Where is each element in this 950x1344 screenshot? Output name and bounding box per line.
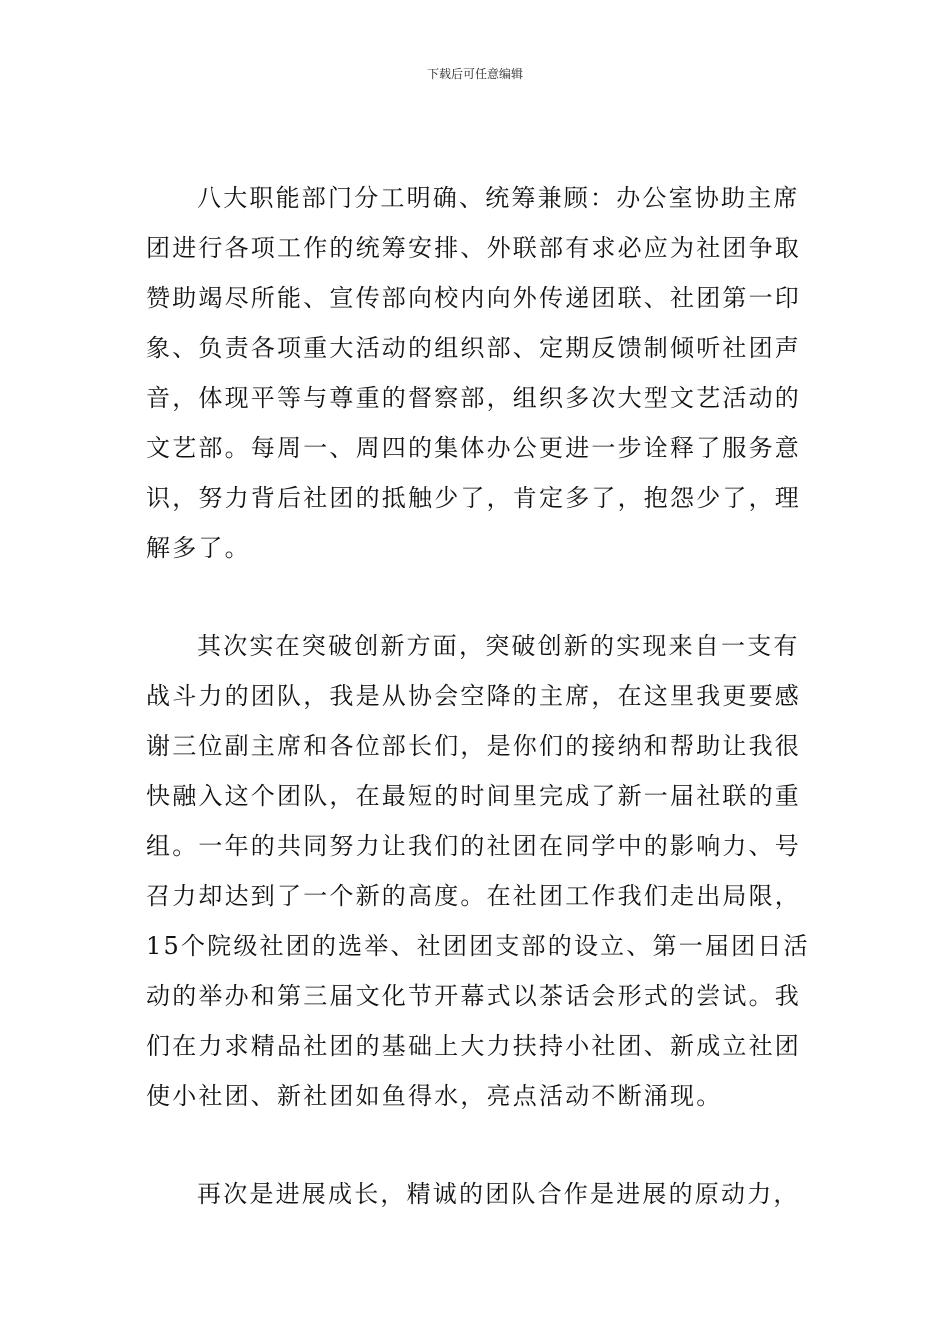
page-header: 下载后可任意编辑	[426, 67, 523, 81]
text-line: 解多了。	[146, 534, 251, 562]
text-line: 快融入这个团队，在最短的时间里完成了新一届社联的重	[146, 782, 801, 810]
text-line: 八大职能部门分工明确、统筹兼顾：办公室协助主席	[197, 184, 800, 212]
text-line: 组。一年的共同努力让我们的社团在同学中的影响力、号	[146, 832, 801, 860]
text-line: 文艺部。每周一、周四的集体办公更进一步诠释了服务意	[146, 434, 801, 462]
text-line: 音，体现平等与尊重的督察部，组织多次大型文艺活动的	[146, 384, 801, 412]
text-line: 谢三位副主席和各位部长们，是你们的接纳和帮助让我很	[146, 732, 801, 760]
text-line: 识，努力背后社团的抵触少了，肯定多了，抱怨少了，理	[146, 484, 801, 512]
text-line: 其次实在突破创新方面，突破创新的实现来自一支有	[197, 632, 800, 660]
text-line: 再次是进展成长，精诚的团队合作是进展的原动力，	[197, 1180, 800, 1208]
text-line: 15个院级社团的选举、社团团支部的设立、第一届团日活	[146, 932, 810, 960]
text-line: 们在力求精品社团的基础上大力扶持小社团、新成立社团	[146, 1032, 801, 1060]
text-line: 赞助竭尽所能、宣传部向校内向外传递团联、社团第一印	[146, 284, 801, 312]
text-line: 战斗力的团队，我是从协会空降的主席，在这里我更要感	[146, 682, 801, 710]
text-line: 使小社团、新社团如鱼得水，亮点活动不断涌现。	[146, 1082, 723, 1110]
text-line: 团进行各项工作的统筹安排、外联部有求必应为社团争取	[146, 234, 801, 262]
text-line: 召力却达到了一个新的高度。在社团工作我们走出局限，	[146, 882, 801, 910]
text-line: 象、负责各项重大活动的组织部、定期反馈制倾听社团声	[146, 334, 801, 362]
text-line: 动的举办和第三届文化节开幕式以茶话会形式的尝试。我	[146, 982, 801, 1010]
